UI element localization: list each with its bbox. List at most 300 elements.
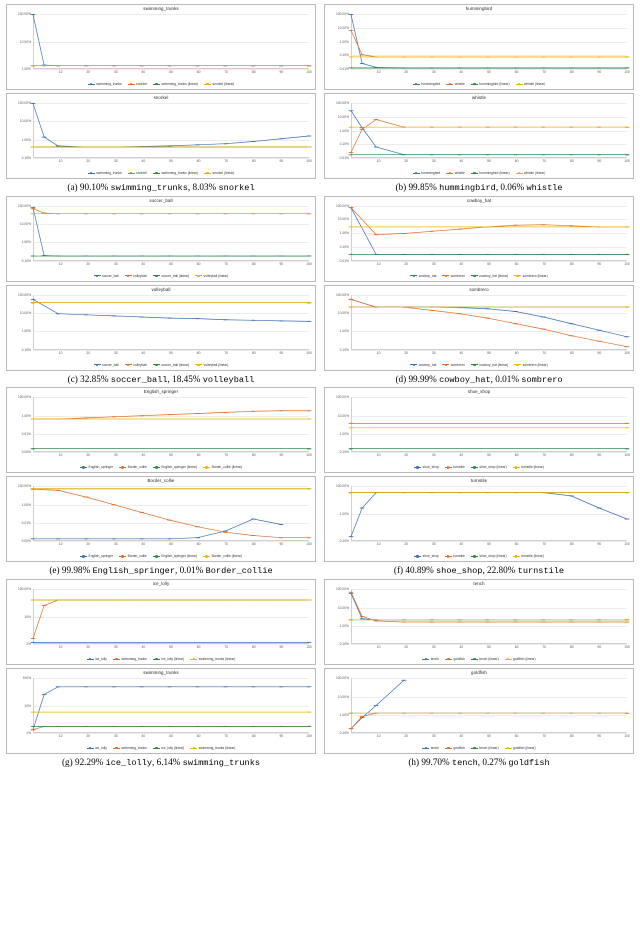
legend-marker-icon (153, 659, 160, 660)
legend-marker-icon (422, 659, 429, 660)
legend-item (516, 171, 546, 175)
subfigure (324, 387, 634, 577)
legend-marker-dot-icon (90, 83, 92, 85)
legend-label: goldfish (linear) (513, 657, 536, 662)
legend-label: goldfish (linear) (513, 746, 536, 751)
caption-score: 32.85% (80, 373, 111, 384)
x-axis-tick-label: 50 (169, 453, 173, 458)
legend-marker-dot-icon (447, 658, 449, 660)
x-axis-tick-label: 60 (514, 645, 519, 650)
legend-marker-dot-icon (96, 364, 98, 366)
y-axis-tick-label: 0.01% (339, 156, 349, 160)
x-axis-tick-label: 50 (487, 70, 491, 74)
x-axis-tick-label: 90 (597, 542, 602, 547)
legend-marker-dot-icon (155, 83, 157, 85)
series-lines (33, 295, 309, 350)
y-axis-tick-label: 1% (26, 642, 31, 647)
x-axis-tick-label: 50 (169, 261, 173, 266)
legend-label: ice_lolly (95, 746, 107, 751)
subfigure-tag: (e) (49, 565, 62, 576)
legend-marker-icon (153, 84, 160, 85)
plot-area (17, 587, 312, 650)
chart-title: hummingbird (465, 6, 493, 11)
y-axis-tick-label: 10.00% (19, 222, 31, 227)
x-axis-tick-label: 20 (404, 542, 409, 547)
x-axis-tick-label: 50 (169, 350, 173, 355)
y-axis-tick-label: 100.00% (335, 484, 349, 489)
legend-marker-dot-icon (518, 172, 520, 174)
x-axis-tick-label: 50 (169, 645, 173, 650)
legend-marker-icon (153, 748, 160, 749)
plot-area (335, 101, 630, 163)
x-axis-tick-label: 80 (569, 159, 574, 163)
panel-pair (324, 4, 634, 179)
x-axis-tick-label: 40 (141, 159, 146, 163)
legend-label: English_springer (linear) (161, 465, 198, 470)
legend-marker-dot-icon (516, 275, 518, 277)
legend-marker-dot-icon (515, 466, 517, 468)
x-axis-tick-label: 20 (86, 70, 91, 74)
caption-score: 99.70% (421, 757, 452, 768)
x-axis-tick-label: 80 (569, 542, 574, 547)
x-axis-tick-label: 30 (113, 453, 118, 458)
x-axis-tick-label: 80 (251, 453, 256, 458)
chart-legend (7, 657, 315, 661)
chart-legend (325, 465, 633, 469)
caption-score: , 0.27% (477, 757, 509, 768)
legend-label: cowboy_hat (linear) (479, 273, 509, 278)
caption-score: , 6.14% (152, 757, 183, 768)
x-axis-tick-label: 30 (113, 350, 118, 355)
subfigure-tag: (h) (408, 757, 422, 768)
caption-score: 92.29% (74, 757, 106, 768)
plot-area (335, 203, 630, 266)
x-axis-tick-label: 10 (58, 542, 63, 547)
legend-marker-icon (153, 556, 160, 557)
x-axis-tick-label: 80 (569, 453, 574, 458)
chart-legend (325, 746, 633, 750)
y-axis-tick-label: 0.10% (339, 53, 349, 58)
x-axis-tick-label: 30 (113, 261, 118, 266)
x-axis-tick-label: 20 (404, 734, 409, 739)
x-axis-tick-label: 100 (624, 350, 630, 355)
legend-item (422, 657, 439, 661)
legend-label: volleyball (linear) (203, 273, 229, 278)
legend-label: shoe_shop (linear) (479, 554, 507, 559)
caption-score: , 0.06% (495, 182, 527, 192)
caption-class-name: tench (451, 758, 478, 769)
y-axis-tick-label: 0.10% (21, 156, 31, 160)
chart-title: ice_lolly (152, 581, 170, 587)
legend-marker-icon (113, 748, 120, 749)
legend-item (153, 171, 198, 175)
y-axis-tick-label: 1.00% (21, 137, 31, 142)
y-axis-tick-label: 10.00% (337, 694, 349, 699)
caption-score: 90.10% (79, 182, 111, 192)
legend-item (442, 363, 464, 367)
plot-area (22, 676, 312, 739)
y-axis-tick-label: 1.00% (339, 623, 349, 628)
legend-marker-icon (87, 748, 94, 749)
legend-marker-dot-icon (413, 275, 415, 277)
x-axis-tick-label: 20 (404, 453, 409, 458)
legend-label: swimming_trunks (121, 657, 147, 662)
legend-item (445, 746, 465, 750)
legend-marker-icon (153, 467, 160, 468)
y-axis-tick-label: 10.00% (337, 311, 349, 316)
legend-marker-icon (153, 173, 160, 174)
caption-class-name: volleyball (202, 374, 255, 385)
legend-marker-dot-icon (473, 83, 475, 85)
legend-label: sombrero (linear) (522, 273, 548, 278)
legend-label: whistle (linear) (524, 82, 546, 86)
caption-class-name: sombrero (521, 374, 563, 385)
legend-item (445, 465, 465, 469)
subfigure-caption (6, 374, 316, 386)
legend-label: ice_lolly (95, 657, 107, 662)
x-axis-tick-label: 90 (279, 261, 284, 266)
legend-marker-icon (87, 659, 94, 660)
x-axis-tick-label: 90 (597, 453, 602, 458)
x-axis-tick-label: 60 (514, 453, 519, 458)
legend-label: swimming_trunks (linear) (198, 657, 236, 662)
legend-marker-dot-icon (130, 83, 132, 85)
legend-item (422, 746, 439, 750)
x-axis-tick-label: 60 (514, 70, 519, 74)
chart-title: tench (473, 581, 485, 587)
x-axis-tick-label: 10 (58, 453, 63, 458)
legend-marker-icon (88, 173, 95, 174)
legend-label: hummingbird (linear) (479, 171, 510, 175)
legend-marker-dot-icon (155, 466, 157, 468)
caption-score: , 8.03% (187, 182, 219, 192)
legend-marker-dot-icon (473, 172, 475, 174)
legend-item (119, 554, 147, 558)
chart-title: swimming_trunks (143, 6, 179, 11)
x-axis-tick-label: 100 (624, 453, 630, 458)
x-axis-tick-label: 40 (141, 542, 146, 547)
legend-marker-dot-icon (473, 466, 475, 468)
legend-marker-dot-icon (193, 747, 195, 749)
subfigure-tag: (a) (67, 182, 80, 192)
legend-marker-dot-icon (445, 364, 447, 366)
chart-title: volleyball (151, 286, 171, 292)
legend-marker-dot-icon (449, 83, 451, 85)
x-axis-tick-label: 70 (542, 70, 547, 74)
chart-panel (324, 476, 634, 562)
x-axis-tick-label: 90 (279, 159, 284, 163)
legend-item (87, 657, 107, 661)
y-axis-tick-label: 10.00% (337, 25, 349, 30)
series-lines (351, 14, 627, 69)
chart-title: cowboy_hat (466, 197, 492, 203)
legend-label: sombrero (450, 273, 465, 278)
legend-marker-dot-icon (127, 275, 129, 277)
caption-score: , 18.45% (167, 373, 203, 384)
x-axis-tick-label: 60 (514, 350, 519, 355)
legend-marker-dot-icon (197, 275, 199, 277)
chart-legend (325, 554, 633, 558)
legend-marker-icon (446, 173, 453, 174)
caption-score: 99.99% (408, 373, 440, 384)
legend-marker-icon (471, 173, 478, 174)
legend-marker-icon (516, 84, 523, 85)
x-axis-tick-label: 70 (224, 734, 229, 739)
x-axis-tick-label: 60 (514, 261, 519, 266)
legend-marker-dot-icon (516, 364, 518, 366)
series-lines (351, 103, 627, 158)
legend-label: shoe_shop (422, 465, 439, 470)
x-axis-tick-label: 40 (459, 542, 464, 547)
chart-legend (7, 465, 315, 469)
x-axis-tick-label: 30 (113, 734, 118, 739)
legend-marker-dot-icon (473, 747, 475, 749)
y-axis-tick-label: 100.00% (335, 395, 349, 400)
chart-title: snorkel (153, 95, 169, 100)
subfigure (324, 196, 634, 386)
series-lines (351, 678, 627, 733)
x-axis-tick-label: 80 (251, 350, 256, 355)
legend-label: swimming_trunks (121, 746, 147, 751)
legend-marker-icon (413, 173, 420, 174)
legend-marker-icon (445, 556, 452, 557)
legend-marker-icon (505, 659, 512, 660)
x-axis-tick-label: 90 (279, 453, 284, 458)
y-axis-tick-label: 100.00% (17, 292, 31, 297)
plot-area (17, 203, 312, 266)
legend-marker-icon (445, 748, 452, 749)
y-axis-tick-label: 100.00% (17, 203, 31, 208)
x-axis-tick-label: 60 (514, 542, 519, 547)
legend-item (414, 465, 439, 469)
x-axis-tick-label: 30 (431, 734, 436, 739)
caption-score: 99.98% (61, 565, 93, 576)
legend-marker-icon (471, 364, 478, 365)
legend-marker-icon (94, 364, 101, 365)
plot-area (335, 587, 630, 650)
panel-pair (6, 196, 316, 371)
x-axis-tick-label: 60 (196, 453, 201, 458)
x-axis-tick-label: 40 (459, 159, 464, 163)
y-axis-tick-label: 10% (24, 703, 31, 708)
plot-area (335, 395, 630, 458)
x-axis-tick-label: 100 (624, 542, 630, 547)
legend-marker-icon (128, 173, 135, 174)
legend-marker-dot-icon (205, 555, 207, 557)
legend-marker-dot-icon (155, 172, 157, 174)
legend-label: Border_collie (127, 465, 147, 470)
x-axis-tick-label: 80 (569, 734, 574, 739)
series-lines (33, 103, 309, 158)
legend-marker-dot-icon (121, 466, 123, 468)
x-axis-tick-label: 60 (196, 734, 201, 739)
legend-label: snorkel (linear) (212, 171, 235, 175)
legend-item (195, 274, 228, 278)
legend-marker-dot-icon (130, 172, 132, 174)
legend-label: shoe_shop (linear) (479, 465, 507, 470)
x-axis-tick-label: 40 (459, 453, 464, 458)
y-axis-tick-label: 1.00% (339, 128, 349, 133)
chart-title: whistle (471, 95, 487, 100)
legend-marker-dot-icon (90, 172, 92, 174)
legend-marker-dot-icon (205, 466, 207, 468)
legend-marker-dot-icon (155, 364, 157, 366)
x-axis-tick-label: 100 (624, 734, 630, 739)
chart-panel (324, 93, 634, 179)
x-axis-tick-label: 70 (542, 453, 547, 458)
x-axis-tick-label: 50 (169, 70, 173, 74)
legend-item (446, 171, 465, 175)
legend-label: tench (430, 746, 439, 751)
legend-marker-dot-icon (155, 658, 157, 660)
legend-item (94, 274, 119, 278)
legend-label: hummingbird (421, 82, 441, 86)
x-axis-tick-label: 30 (431, 159, 436, 163)
legend-label: sombrero (linear) (522, 362, 548, 367)
legend-marker-dot-icon (416, 555, 418, 557)
legend-marker-dot-icon (82, 466, 84, 468)
x-axis-tick-label: 10 (58, 645, 63, 650)
legend-item (153, 554, 197, 558)
x-axis-tick-label: 70 (542, 261, 547, 266)
legend-marker-icon (471, 556, 478, 557)
legend-label: whistle (linear) (524, 171, 546, 175)
chart-panel (6, 196, 316, 282)
legend-label: English_springer (88, 554, 114, 559)
chart-legend (7, 746, 315, 750)
y-axis-tick-label: 0.01% (339, 258, 349, 263)
legend-marker-icon (204, 173, 211, 174)
legend-label: turnstile (453, 465, 465, 470)
y-axis-tick-label: 10.00% (19, 311, 31, 316)
x-axis-tick-label: 50 (169, 542, 173, 547)
legend-marker-dot-icon (82, 555, 84, 557)
series-lines (33, 14, 309, 69)
y-axis-tick-label: 1.00% (21, 67, 31, 71)
x-axis-tick-label: 10 (376, 70, 381, 74)
y-axis-tick-label: 1.00% (21, 413, 31, 418)
x-axis-tick-label: 80 (569, 70, 574, 74)
chart-title: sombrero (469, 286, 489, 292)
plot-area (17, 12, 312, 74)
legend-label: cowboy_hat (418, 362, 437, 367)
subfigure (6, 196, 316, 386)
x-axis-tick-label: 10 (58, 261, 63, 266)
x-axis-tick-label: 30 (431, 350, 436, 355)
legend-label: shoe_shop (422, 554, 439, 559)
panel-pair (6, 387, 316, 562)
legend-label: goldfish (453, 657, 465, 662)
legend-marker-icon (445, 467, 452, 468)
x-axis-tick-label: 10 (376, 350, 381, 355)
chart-title: shoe_shop (467, 389, 491, 395)
subfigure-caption (324, 565, 634, 577)
plot-area (335, 676, 630, 739)
x-axis-tick-label: 30 (431, 261, 436, 266)
subfigure-caption (324, 182, 634, 194)
x-axis-tick-label: 20 (86, 261, 91, 266)
legend-label: volleyball (133, 362, 147, 367)
subfigure-tag: (f) (393, 565, 406, 576)
chart-panel (6, 285, 316, 371)
y-axis-tick-label: 100.00% (335, 587, 349, 592)
subfigure (324, 4, 634, 194)
legend-label: whistle (454, 82, 465, 86)
x-axis-tick-label: 20 (86, 645, 91, 650)
x-axis-tick-label: 50 (487, 159, 491, 163)
caption-score: , 0.01% (174, 565, 206, 576)
chart-title: English_springer (143, 389, 179, 395)
legend-item (153, 82, 198, 86)
legend-marker-icon (125, 364, 132, 365)
chart-legend (325, 82, 633, 86)
x-axis-tick-label: 50 (169, 734, 173, 739)
x-axis-tick-label: 30 (113, 70, 118, 74)
x-axis-tick-label: 70 (542, 159, 547, 163)
x-axis-tick-label: 50 (487, 734, 491, 739)
x-axis-tick-label: 70 (542, 542, 547, 547)
x-axis-tick-label: 70 (224, 542, 229, 547)
chart-panel (6, 476, 316, 562)
legend-marker-dot-icon (155, 275, 157, 277)
x-axis-tick-label: 10 (58, 70, 63, 74)
legend-marker-dot-icon (415, 83, 417, 85)
chart-legend (7, 554, 315, 558)
legend-marker-dot-icon (193, 658, 195, 660)
legend-marker-dot-icon (425, 658, 427, 660)
legend-marker-icon (128, 84, 135, 85)
x-axis-tick-label: 80 (251, 645, 256, 650)
legend-label: hummingbird (linear) (479, 82, 510, 86)
x-axis-tick-label: 100 (624, 159, 630, 163)
x-axis-tick-label: 90 (279, 70, 284, 74)
y-axis-tick-label: 0.10% (339, 244, 349, 249)
legend-marker-icon (153, 364, 160, 365)
legend-label: snorkel (136, 171, 147, 175)
legend-label: soccer_ball (102, 273, 119, 278)
legend-marker-icon (516, 173, 523, 174)
legend-marker-icon (422, 748, 429, 749)
subfigure-tag: (g) (61, 757, 75, 768)
legend-marker-icon (471, 275, 478, 276)
y-axis-tick-label: 10.00% (19, 119, 31, 124)
legend-item (410, 274, 436, 278)
x-axis-tick-label: 20 (86, 734, 91, 739)
y-axis-tick-label: 1.00% (339, 39, 349, 44)
y-axis-tick-label: 1.00% (21, 329, 31, 334)
legend-marker-icon (190, 748, 197, 749)
plot-area (17, 101, 312, 163)
plot-area (335, 292, 630, 355)
y-axis-tick-label: 100.00% (335, 101, 349, 105)
legend-item (445, 554, 465, 558)
legend-marker-dot-icon (415, 172, 417, 174)
legend-item (128, 82, 147, 86)
x-axis-tick-label: 100 (306, 261, 312, 266)
legend-item (514, 363, 548, 367)
x-axis-tick-label: 40 (141, 734, 146, 739)
legend-marker-dot-icon (206, 83, 208, 85)
legend-label: whistle (454, 171, 465, 175)
x-axis-tick-label: 10 (58, 159, 63, 163)
legend-label: cowboy_hat (418, 273, 437, 278)
y-axis-tick-label: 1.00% (339, 231, 349, 236)
legend-label: ice_lolly (linear) (161, 657, 185, 662)
subfigure-caption (6, 757, 316, 769)
caption-class-name: whistle (526, 183, 563, 193)
y-axis-tick-label: 1.00% (339, 511, 349, 516)
series-lines (351, 206, 627, 261)
